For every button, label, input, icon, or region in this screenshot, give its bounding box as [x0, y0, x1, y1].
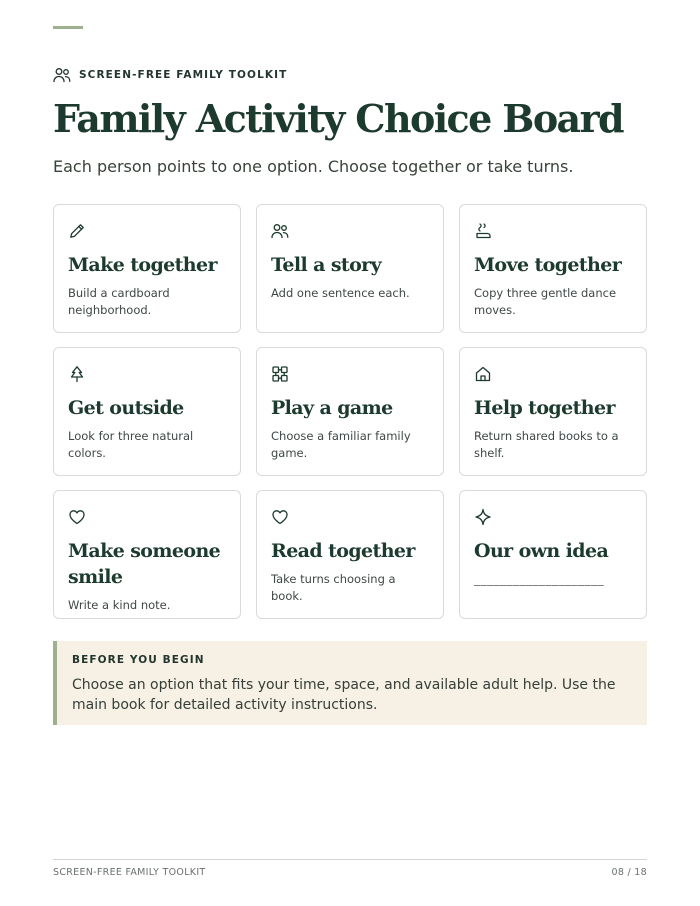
- accent-rule: [53, 26, 83, 29]
- page-number: 08 / 18: [611, 867, 647, 878]
- card-title: Make someone smile: [68, 540, 221, 588]
- card-description: Copy three gentle dance moves.: [474, 286, 617, 317]
- puzzle-icon: [271, 365, 289, 383]
- card-title: Get outside: [68, 397, 184, 419]
- activity-card-play-a-game[interactable]: [256, 347, 444, 476]
- card-title: Move together: [474, 254, 622, 276]
- card-title: Play a game: [271, 397, 393, 419]
- card-title: Read together: [271, 540, 415, 562]
- kicker-label: SCREEN-FREE FAMILY TOOLKIT: [79, 69, 288, 81]
- card-description: Choose a familiar family game.: [271, 429, 411, 460]
- footer-divider: [53, 859, 647, 860]
- card-title: Tell a story: [271, 254, 382, 276]
- pencil-icon: [68, 222, 86, 240]
- sparkle-icon: [474, 508, 492, 526]
- heart-icon: [271, 508, 289, 526]
- card-title: Help together: [474, 397, 615, 419]
- activity-card-read-together[interactable]: [256, 490, 444, 619]
- card-title: Make together: [68, 254, 217, 276]
- activity-card-make-together[interactable]: [53, 204, 241, 333]
- home-icon: [474, 365, 492, 383]
- activity-grid: [53, 204, 647, 619]
- callout-heading: BEFORE YOU BEGIN: [72, 654, 205, 666]
- footer-title: SCREEN-FREE FAMILY TOOLKIT: [53, 867, 206, 878]
- activity-card-get-outside[interactable]: [53, 347, 241, 476]
- callout-body: Choose an option that fits your time, space, and available adult help. Use the main book for detailed activity instructions.: [72, 677, 616, 713]
- heart-icon: [68, 508, 86, 526]
- activity-card-our-own-idea[interactable]: [459, 490, 647, 619]
- card-description: Look for three natural colors.: [68, 429, 194, 460]
- card-description: Return shared books to a shelf.: [474, 429, 619, 460]
- tree-icon: [68, 365, 86, 383]
- activity-card-make-someone-smile[interactable]: [53, 490, 241, 619]
- card-description: Add one sentence each.: [271, 286, 410, 300]
- people-icon: [53, 67, 71, 83]
- people-icon: [271, 222, 289, 240]
- dance-icon: [474, 222, 492, 240]
- activity-card-tell-a-story[interactable]: [256, 204, 444, 333]
- kicker: [53, 66, 287, 84]
- card-title: Our own idea: [474, 540, 609, 562]
- card-description: Write a kind note.: [68, 598, 171, 612]
- before-you-begin-callout: [53, 641, 647, 725]
- card-description: Take turns choosing a book.: [271, 572, 396, 603]
- write-in-line: ____________________: [474, 572, 604, 586]
- page-subtitle: Each person points to one option. Choose together or take turns.: [53, 157, 574, 176]
- page-title: Family Activity Choice Board: [53, 96, 623, 141]
- card-description: Build a cardboard neighborhood.: [68, 286, 170, 317]
- activity-card-help-together[interactable]: [459, 347, 647, 476]
- activity-card-move-together[interactable]: [459, 204, 647, 333]
